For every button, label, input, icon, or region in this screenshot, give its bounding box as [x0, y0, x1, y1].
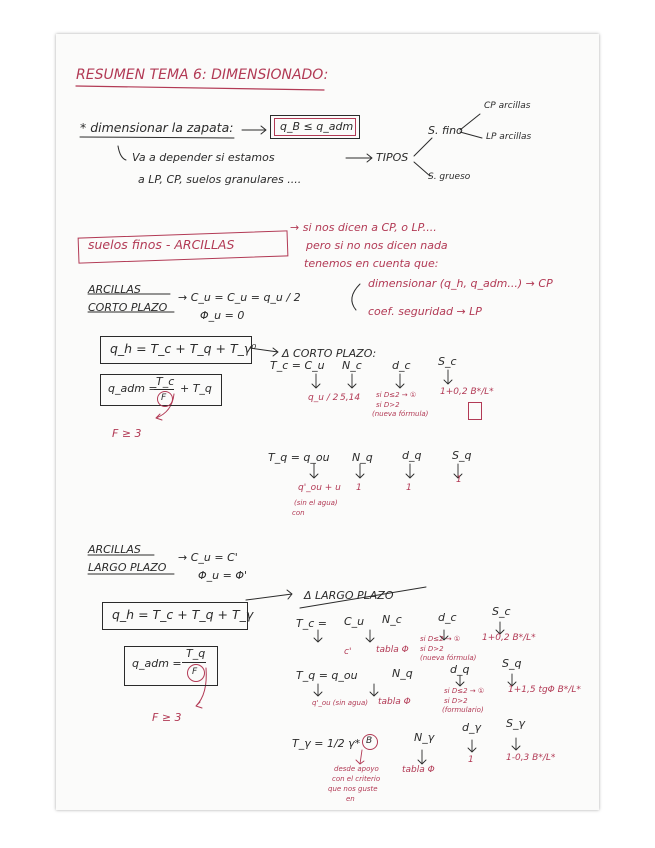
- lt-cu-term: C_u: [344, 615, 365, 628]
- lt-qou: q'_ou (sin agua): [312, 699, 368, 707]
- lt-dq: d_q: [450, 663, 470, 676]
- lt-depth-note-2: con el criterio: [332, 775, 381, 783]
- lt-dg-value: 1: [468, 755, 474, 765]
- lt-nq: N_q: [392, 667, 413, 680]
- dimension-text: * dimensionar la zapata:: [80, 120, 234, 135]
- lt-qadm-num: T_q: [186, 647, 206, 660]
- st-qou: q'_ou + u: [298, 483, 341, 493]
- lt-tq-lhs: T_q = q_ou: [296, 669, 358, 682]
- notebook-page: [56, 34, 599, 810]
- lt-label-clays: ARCILLAS: [88, 543, 141, 556]
- st-qu2: q_u / 2: [308, 393, 339, 403]
- fine-soils-header: suelos finos - ARCILLAS: [88, 237, 235, 252]
- st-qadm-num: T_c: [156, 375, 175, 388]
- lt-dc: d_c: [438, 611, 457, 624]
- st-tq-lhs: T_q = q_ou: [268, 451, 330, 464]
- lt-b-term: B: [366, 736, 373, 746]
- lt-phi: Φ_u = Φ': [198, 569, 248, 582]
- st-nc: N_c: [342, 359, 362, 372]
- st-qh-formula: q_h = T_c + T_q + T_γ⁰: [110, 341, 257, 356]
- lt-cu: → C_u = C': [178, 551, 238, 564]
- st-nc-value: 5,14: [340, 393, 361, 403]
- depends-line-2: a LP, CP, suelos granulares ....: [138, 173, 302, 186]
- condition-formula: q_B ≤ q_adm: [280, 120, 354, 133]
- st-qadm-right: + T_q: [180, 382, 212, 395]
- lt-ng: N_γ: [414, 731, 435, 744]
- st-nq: N_q: [352, 451, 373, 464]
- st-delta-header: Δ CORTO PLAZO:: [282, 347, 377, 360]
- st-qadm-fraction-bar: [154, 389, 174, 390]
- st-dq-value: 1: [406, 483, 412, 493]
- lt-dg: d_γ: [462, 721, 481, 734]
- lt-nq-tabla: tabla Φ: [378, 697, 411, 707]
- lt-tc-lhs: T_c =: [296, 617, 327, 630]
- lt-qadm-den: F: [192, 667, 198, 677]
- st-dq: d_q: [402, 449, 422, 462]
- lt-sq: S_q: [502, 657, 522, 670]
- st-qadm-left: q_adm =: [108, 382, 158, 395]
- lt-sg-value: 1-0,3 B*/L*: [506, 753, 556, 763]
- lt-dq-rule-3: (formulario): [442, 706, 484, 714]
- lt-dq-rule-2: si D>2: [444, 697, 468, 705]
- fine-soils-note-2: pero si no nos dicen nada: [306, 239, 448, 252]
- st-qou-note-2: con: [292, 509, 305, 517]
- st-qadm-den: F: [161, 393, 167, 403]
- lt-c-prime: c': [344, 647, 352, 657]
- lt-sc-value: 1+0,2 B*/L*: [482, 633, 536, 643]
- st-cu: → C_u = C_u = q_u / 2: [178, 291, 301, 304]
- lt-dc-rule-2: si D>2: [420, 645, 444, 653]
- st-sq-value: 1: [456, 475, 462, 485]
- st-sc-value: 1+0,2 B*/L*: [440, 387, 494, 397]
- lt-depth-note-1: desde apoyo: [334, 765, 379, 773]
- st-label-term: CORTO PLAZO: [88, 301, 168, 314]
- coarse-soil-label: S. grueso: [428, 172, 471, 182]
- st-dc-rule-3: (nueva fórmula): [372, 410, 429, 418]
- lt-nc: N_c: [382, 613, 402, 626]
- lt-ng-tabla: tabla Φ: [402, 765, 435, 775]
- lt-dc-rule-3: (nueva fórmula): [420, 654, 477, 662]
- st-f-condition: F ≥ 3: [112, 427, 142, 440]
- st-dc: d_c: [392, 359, 411, 372]
- option-cp: dimensionar (q_h, q_adm...) → CP: [368, 277, 553, 290]
- option-lp: coef. seguridad → LP: [368, 305, 482, 318]
- st-sq: S_q: [452, 449, 472, 462]
- lt-sg: S_γ: [506, 717, 525, 730]
- lt-sq-value: 1+1,5 tgΦ B*/L*: [508, 685, 581, 695]
- fine-soils-note-1: → si nos dicen a CP, o LP....: [290, 221, 437, 234]
- st-sc-square: [468, 402, 482, 420]
- types-label: TIPOS: [376, 151, 409, 164]
- page-title: RESUMEN TEMA 6: DIMENSIONADO:: [76, 67, 329, 83]
- st-dc-rule-1: si D≤2 → ①: [376, 391, 417, 399]
- lt-qadm-fraction-bar: [182, 662, 206, 663]
- st-tc-lhs: T_c = C_u: [270, 359, 325, 372]
- lt-qadm-left: q_adm =: [132, 657, 182, 670]
- fine-soils-note-3: tenemos en cuenta que:: [304, 257, 439, 270]
- lt-delta-header: Δ LARGO PLAZO: [304, 589, 394, 602]
- lt-depth-note-3: que nos guste: [328, 785, 378, 793]
- fine-soil-label: S. fino: [428, 124, 463, 137]
- lt-dc-rule-1: si D≤2 → ①: [420, 635, 461, 643]
- st-nq-value: 1: [356, 483, 362, 493]
- depends-line-1: Va a depender si estamos: [132, 151, 275, 164]
- cp-clays-label: CP arcillas: [484, 101, 531, 111]
- st-qou-note-1: (sin el agua): [294, 499, 338, 507]
- lt-sc: S_c: [492, 605, 511, 618]
- lt-tg-lhs: T_γ = 1/2 γ*: [292, 737, 361, 750]
- st-label-clays: ARCILLAS: [88, 283, 141, 296]
- st-sc: S_c: [438, 355, 457, 368]
- lt-nc-tabla: tabla Φ: [376, 645, 409, 655]
- lt-dq-rule-1: si D≤2 → ①: [444, 687, 485, 695]
- st-phi: Φ_u = 0: [200, 309, 245, 322]
- lt-f-condition: F ≥ 3: [152, 711, 182, 724]
- lp-clays-label: LP arcillas: [486, 132, 532, 142]
- st-dc-rule-2: si D>2: [376, 401, 400, 409]
- lt-label-term: LARGO PLAZO: [88, 561, 167, 574]
- lt-depth-note-4: en: [346, 795, 355, 803]
- lt-qh-formula: q_h = T_c + T_q + T_γ: [112, 607, 254, 622]
